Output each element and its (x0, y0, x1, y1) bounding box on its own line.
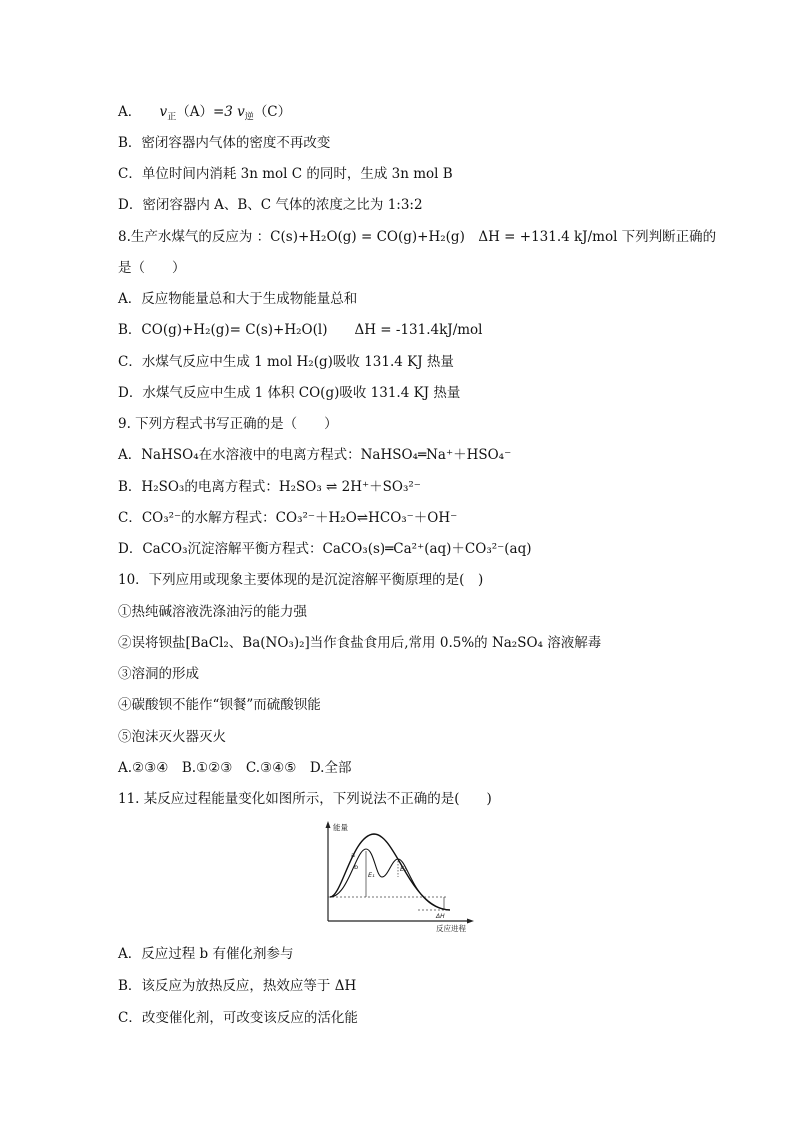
y-arrow (326, 821, 331, 828)
q7-option-d: D．密闭容器内 A、B、C 气体的浓度之比为 1:3:2 (118, 197, 423, 213)
q7-option-b: B．密闭容器内气体的密度不再改变 (118, 135, 331, 151)
curve-b-label: b (354, 863, 359, 871)
q10-item-3: ③溶洞的形成 (118, 666, 199, 682)
q8-option-c: C．水煤气反应中生成 1 mol H₂(g)吸收 131.4 KJ 热量 (118, 354, 454, 370)
q10-stem: 10．下列应用或现象主要体现的是沉淀溶解平衡原理的是( ) (118, 572, 484, 588)
q10-item-2: ②误将钡盐[BaCl₂、Ba(NO₃)₂]当作食盐食用后,常用 0.5%的 Na₂SO₄ 溶液解毒 (118, 635, 602, 651)
q8-stem: 8.生产水煤气的反应为 ：C(s)+H₂O(g) = CO(g)+H₂(g) ΔH = +131.4 kJ/mol 下列判断正确的 (118, 229, 717, 245)
q9-option-b: B．H₂SO₃的电离方程式：H₂SO₃ ⇌ 2H⁺＋SO₃²⁻ (118, 479, 421, 495)
q8-option-a: A．反应物能量总和大于生成物能量总和 (118, 291, 358, 307)
q11-option-c: C．改变催化剂，可改变该反应的活化能 (118, 1010, 358, 1026)
q9-option-a: A．NaHSO₄在水溶液中的电离方程式：NaHSO₄═Na⁺＋HSO₄⁻ (118, 447, 512, 463)
e2-label: E₂ (400, 865, 407, 873)
y-axis-label: 能量 (333, 823, 348, 832)
q11-stem: 11. 某反应过程能量变化如图所示，下列说法不正确的是( ) (118, 791, 492, 807)
q7-option-c: C．单位时间内消耗 3n mol C 的同时，生成 3n mol B (118, 166, 453, 182)
q11-option-a: A．反应过程 b 有催化剂参与 (118, 946, 294, 962)
q10-item-5: ⑤泡沫灭火器灭火 (118, 729, 226, 745)
q10-item-1: ①热纯碱溶液洗涤油污的能力强 (118, 604, 307, 620)
x-arrow (467, 919, 474, 924)
dh-label: ΔH (436, 913, 445, 920)
q11-option-b: B．该反应为放热反应，热效应等于 ΔH (118, 978, 357, 994)
x-axis-label: 反应进程 (436, 924, 466, 933)
e1-label: E₁ (368, 871, 375, 879)
q10-item-4: ④碳酸钡不能作“钡餐”而硫酸钡能 (118, 697, 321, 713)
curve-a (330, 834, 450, 910)
energy-diagram (318, 817, 478, 935)
q10-options: A.②③④ B.①②③ C.③④⑤ D.全部 (118, 760, 352, 776)
q8-option-b: B．CO(g)+H₂(g)= C(s)+H₂O(l) ΔH = -131.4kJ/mol (118, 322, 483, 338)
curve-b (330, 849, 450, 910)
q9-option-c: C．CO₃²⁻的水解方程式：CO₃²⁻＋H₂O⇌HCO₃⁻＋OH⁻ (118, 510, 458, 526)
q8-option-d: D．水煤气反应中生成 1 体积 CO(g)吸收 131.4 KJ 热量 (118, 385, 461, 401)
q9-option-d: D．CaCO₃沉淀溶解平衡方程式：CaCO₃(s)═Ca²⁺(aq)＋CO₃²⁻(aq) (118, 541, 532, 557)
q9-stem: 9. 下列方程式书写正确的是（ ） (118, 416, 338, 432)
curve-a-label: a (351, 851, 355, 859)
q7-option-a: A． $v_正(A)=3$ $v_逆(C)$ (118, 104, 292, 123)
q8-stem-cont: 是（ ） (118, 260, 186, 276)
